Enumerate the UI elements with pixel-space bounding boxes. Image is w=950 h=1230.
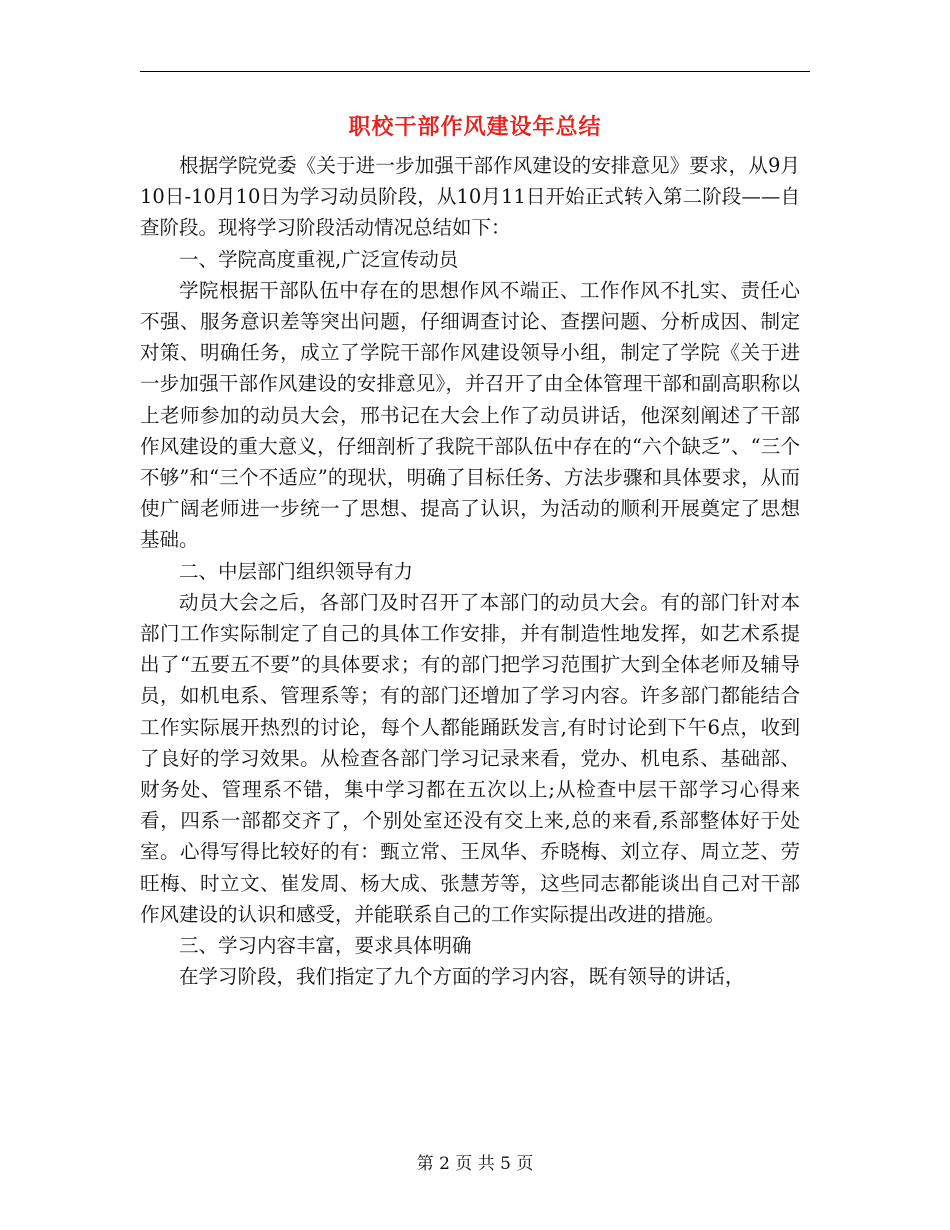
page-number-footer: 第 2 页 共 5 页: [416, 1154, 534, 1174]
header-rule: [140, 71, 810, 72]
section-heading-3: 三、学习内容丰富，要求具体明确: [179, 934, 472, 958]
section-heading-1: 一、学院高度重视,广泛宣传动员: [179, 247, 459, 271]
document-body: [140, 150, 800, 992]
paragraph-section-1: 学院根据干部队伍中存在的思想作风不端正、工作作风不扎实、责任心不强、服务意识差等突出问题，仔细调查讨论、查摆问题、分析成因、制定对策、明确任务，成立了学院干部作风建设领导小组，制定了学院《关于进一步加强干部作风建设的安排意见》，并召开了由全体管理干部和副高职称以上老师参加的动员大会，邢书记在大会上作了动员讲话，他深刻阐述了干部作风建设的重大意义，仔细剖析了我院干部队伍中存在的“六个缺乏”、“三个不够”和“三个不适应”的现状，明确了目标任务、方法步骤和具体要求，从而使广阔老师进一步统一了思想、提高了认识，为活动的顺利开展奠定了思想基础。: [140, 278, 800, 552]
paragraph-intro: 根据学院党委《关于进一步加强干部作风建设的安排意见》要求，从9月10日-10月10日为学习动员阶段，从10月11日开始正式转入第二阶段——自查阶段。现将学习阶段活动情况总结如下：: [140, 154, 800, 240]
paragraph-section-3: 在学习阶段，我们指定了九个方面的学习内容，既有领导的讲话，: [179, 965, 745, 989]
document-title: 职校干部作风建设年总结: [348, 114, 602, 140]
paragraph-section-2: 动员大会之后，各部门及时召开了本部门的动员大会。有的部门针对本部门工作实际制定了自己的具体工作安排，并有制造性地发挥，如艺术系提出了“五要五不要”的具体要求；有的部门把学习范围扩大到全体老师及辅导员，如机电系、管理系等；有的部门还增加了学习内容。许多部门都能结合工作实际展开热烈的讨论，每个人都能踊跃发言,有时讨论到下午6点，收到了良好的学习效果。从检查各部门学习记录来看，党办、机电系、基础部、财务处、管理系不错，集中学习都在五次以上;从检查中层干部学习心得来看，四系一部都交齐了，个别处室还没有交上来,总的来看,系部整体好于处室。心得写得比较好的有：甄立常、王凤华、乔晓梅、刘立存、周立芝、劳旺梅、时立文、崔发周、杨大成、张慧芳等，这些同志都能谈出自己对干部作风建设的认识和感受，并能联系自己的工作实际提出改进的措施。: [140, 590, 800, 926]
section-heading-2: 二、中层部门组织领导有力: [179, 559, 414, 583]
